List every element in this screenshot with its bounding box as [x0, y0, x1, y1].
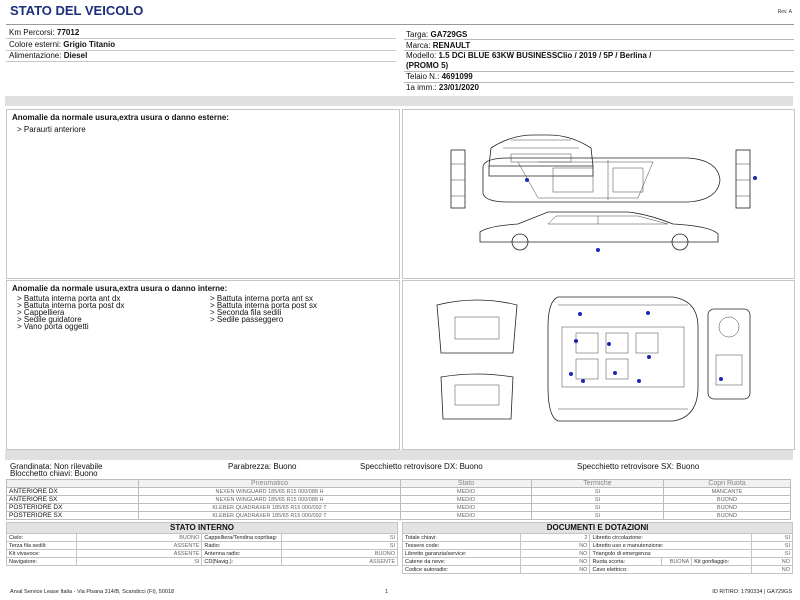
dashboard-view — [437, 300, 517, 353]
fuel-row: Alimentazione: Diesel — [9, 51, 88, 60]
interior-damage-item: > Vano porta oggetti — [17, 322, 89, 331]
section-bar — [5, 450, 793, 460]
cell-label: Navigatore: — [7, 558, 77, 566]
damage-marker — [574, 339, 578, 343]
exterior-damage-panel — [6, 109, 400, 279]
mirror-left-status: Specchietto retrovisore SX: Buono — [577, 462, 700, 471]
windshield-status: Parabrezza: Buono — [228, 462, 297, 471]
cell-label: Ruota scorta: — [590, 558, 662, 566]
table-row — [403, 534, 793, 542]
front-view — [489, 135, 593, 176]
damage-marker — [607, 342, 611, 346]
rear-hatch-view — [441, 374, 513, 419]
table-row — [403, 550, 793, 558]
damage-marker — [613, 371, 617, 375]
cell-label: Cappelliera/Tendina copribag: — [202, 534, 282, 542]
hail-status: Grandinata: Non rilevabile — [10, 462, 103, 471]
page-title: STATO DEL VEICOLO — [10, 3, 144, 18]
key-lock-status: Blocchetto chiavi: Buono — [10, 469, 98, 478]
tyre-state: MEDIO — [401, 512, 532, 520]
side-view — [480, 212, 718, 250]
cell-value: SI — [282, 534, 398, 542]
interior-damage-item: > Seconda fila sedili — [210, 308, 282, 317]
cell-label: Tessere code: — [403, 542, 521, 550]
mirror-right-status: Specchietto retrovisore DX: Buono — [360, 462, 483, 471]
tyre-model: KLEBER QUADRAXER 185/65 R15 000/092 T — [139, 512, 401, 520]
cell-label: Libretto garanzia/service: — [403, 550, 521, 558]
interior-damage-item: > Cappelliera — [17, 308, 65, 317]
tyre-position: POSTERIORE DX — [7, 504, 139, 512]
row-divider — [404, 39, 794, 40]
table-row — [403, 558, 793, 566]
documents-title: DOCUMENTI E DOTAZIONI — [402, 522, 793, 534]
tyre-position: ANTERIORE SX — [7, 496, 139, 504]
cell-label: Kit gonfiaggio: — [692, 558, 752, 566]
brand-row: Marca: RENAULT — [406, 41, 471, 50]
tyre-winter: SI — [532, 496, 664, 504]
tyres-header: Termiche — [532, 480, 664, 488]
tyres-header: Stato — [401, 480, 532, 488]
tyres-header-row — [7, 480, 791, 488]
model-row-2: (PROMO 5) — [406, 61, 449, 70]
table-row — [7, 558, 398, 566]
damage-marker — [753, 176, 757, 180]
table-row — [7, 512, 791, 520]
wheel-cover: MANCANTE — [664, 488, 791, 496]
exterior-diagram-panel — [402, 109, 795, 279]
tyre-winter: SI — [532, 488, 664, 496]
cell-value: NO — [520, 542, 590, 550]
cell-value: BUONO — [76, 534, 202, 542]
cell-label: Cavo elettrico: — [590, 566, 752, 574]
damage-marker — [581, 379, 585, 383]
row-divider — [6, 61, 396, 62]
cell-label: Cielo: — [7, 534, 77, 542]
cell-label: Kit vivavoce: — [7, 550, 77, 558]
tyres-header: Copri Ruota — [664, 480, 791, 488]
cell-value: NO — [520, 550, 590, 558]
interior-damage-title: Anomalie da normale usura,extra usura o danno interne: — [12, 284, 228, 293]
footer-company: Arval Service Lease Italia - Via Pisana 314/B, Scandicci (FI), 50018 — [10, 589, 175, 595]
table-row — [7, 550, 398, 558]
interior-damage-item: > Battuta interna porta ant sx — [210, 294, 313, 303]
cell-value: NO — [752, 566, 793, 574]
table-row — [7, 534, 398, 542]
interior-damage-col1 — [17, 295, 124, 330]
interior-damage-item: > Battuta interna porta post dx — [17, 301, 125, 310]
plate-row: Targa: GA729GS — [406, 30, 468, 39]
wheel-cover: BUONO — [664, 504, 791, 512]
interior-diagram-panel — [402, 280, 795, 450]
interior-damage-item: > Sedile guidatore — [17, 315, 82, 324]
tyre-state: MEDIO — [401, 488, 532, 496]
section-bar — [5, 96, 793, 106]
tyre-state: MEDIO — [401, 496, 532, 504]
damage-marker — [569, 372, 573, 376]
cell-value: BUONA — [662, 558, 692, 566]
table-row — [7, 504, 791, 512]
cell-label: Totale chiavi: — [403, 534, 521, 542]
cell-value: SI — [76, 558, 202, 566]
tyres-header: Pneumatico — [139, 480, 401, 488]
tyre-model: KLEBER QUADRAXER 185/65 R15 000/092 T — [139, 504, 401, 512]
cell-label: Catene da neve: — [403, 558, 521, 566]
cell-value: SI — [752, 550, 793, 558]
color-row: Colore esterni: Grigio Titanio — [9, 40, 116, 49]
exterior-car-diagram — [403, 110, 794, 278]
interior-damage-item: > Sedile passeggero — [210, 315, 284, 324]
table-row — [403, 542, 793, 550]
tyres-header — [7, 480, 139, 488]
interior-damage-panel — [6, 280, 400, 450]
left-side-strip — [451, 150, 465, 208]
tyre-position: POSTERIORE SX — [7, 512, 139, 520]
cell-value: SI — [282, 542, 398, 550]
table-row — [7, 488, 791, 496]
cell-value: NO — [520, 558, 590, 566]
cell-value: NO — [752, 558, 793, 566]
tyre-winter: SI — [532, 504, 664, 512]
interior-state-title: STATO INTERNO — [6, 522, 398, 534]
footer-pickup-id: ID RITIRO: 1790334 | GA729GS — [712, 589, 792, 595]
footer-page-number: 1 — [385, 589, 389, 595]
tyre-winter: SI — [532, 512, 664, 520]
revision-label: Rev. A — [777, 9, 792, 15]
tyre-position: ANTERIORE DX — [7, 488, 139, 496]
model-row: Modello: 1.5 DCi BLUE 63KW BUSINESSClio / 2019 / 5P / Berlina / — [406, 51, 652, 60]
cell-label: Antenna radio: — [202, 550, 282, 558]
cell-label: Terza fila sedili: — [7, 542, 77, 550]
steering-view — [708, 309, 750, 399]
interior-car-diagram — [403, 281, 794, 449]
registration-row: 1a imm.: 23/01/2020 — [406, 83, 479, 92]
km-row: Km Percorsi: 77012 — [9, 28, 80, 37]
damage-marker — [596, 248, 600, 252]
wheel-cover: BUONO — [664, 496, 791, 504]
interior-damage-item: > Battuta interna porta post sx — [210, 301, 317, 310]
damage-marker — [525, 178, 529, 182]
cell-value: BUONO — [282, 550, 398, 558]
exterior-damage-title: Anomalie da normale usura,extra usura o danno esterne: — [12, 113, 229, 122]
row-divider — [6, 38, 396, 39]
damage-marker — [646, 311, 650, 315]
table-row — [7, 496, 791, 504]
tyre-model: NEXEN WINGUARD 185/65 R15 000/088 H — [139, 488, 401, 496]
cell-label: Triangolo di emergenza: — [590, 550, 752, 558]
damage-marker — [578, 312, 582, 316]
damage-marker — [637, 379, 641, 383]
damage-marker — [647, 355, 651, 359]
damage-marker — [719, 377, 723, 381]
chassis-row: Telaio N.: 4691099 — [406, 72, 473, 81]
cell-label: CD(Navig.): — [202, 558, 282, 566]
cell-value: NO — [520, 566, 590, 574]
cell-value: ASSENTE — [282, 558, 398, 566]
tyre-model: NEXEN WINGUARD 185/65 R15 000/088 H — [139, 496, 401, 504]
cabin-top-view — [548, 297, 698, 421]
cell-label: Libretto circolazione: — [590, 534, 752, 542]
cell-value: 2 — [520, 534, 590, 542]
cell-value: SI — [752, 542, 793, 550]
table-row — [7, 542, 398, 550]
tyre-state: MEDIO — [401, 504, 532, 512]
cell-label: Codice autoradio: — [403, 566, 521, 574]
interior-damage-col2 — [210, 295, 317, 323]
wheel-cover: BUONO — [664, 512, 791, 520]
cell-label: Libretto uso e manutenzione: — [590, 542, 752, 550]
cell-value: ASSENTE — [76, 542, 202, 550]
interior-damage-item: > Battuta interna porta ant dx — [17, 294, 121, 303]
cell-value: ASSENTE — [76, 550, 202, 558]
interior-state-table — [6, 533, 398, 566]
cell-label: Radio: — [202, 542, 282, 550]
table-row — [403, 566, 793, 574]
right-side-strip — [736, 150, 750, 208]
cell-value: SI — [752, 534, 793, 542]
title-divider — [6, 24, 794, 25]
tyres-table — [6, 479, 791, 520]
documents-table — [402, 533, 793, 574]
top-view — [483, 158, 720, 202]
exterior-damage-item: > Paraurti anteriore — [17, 125, 86, 134]
